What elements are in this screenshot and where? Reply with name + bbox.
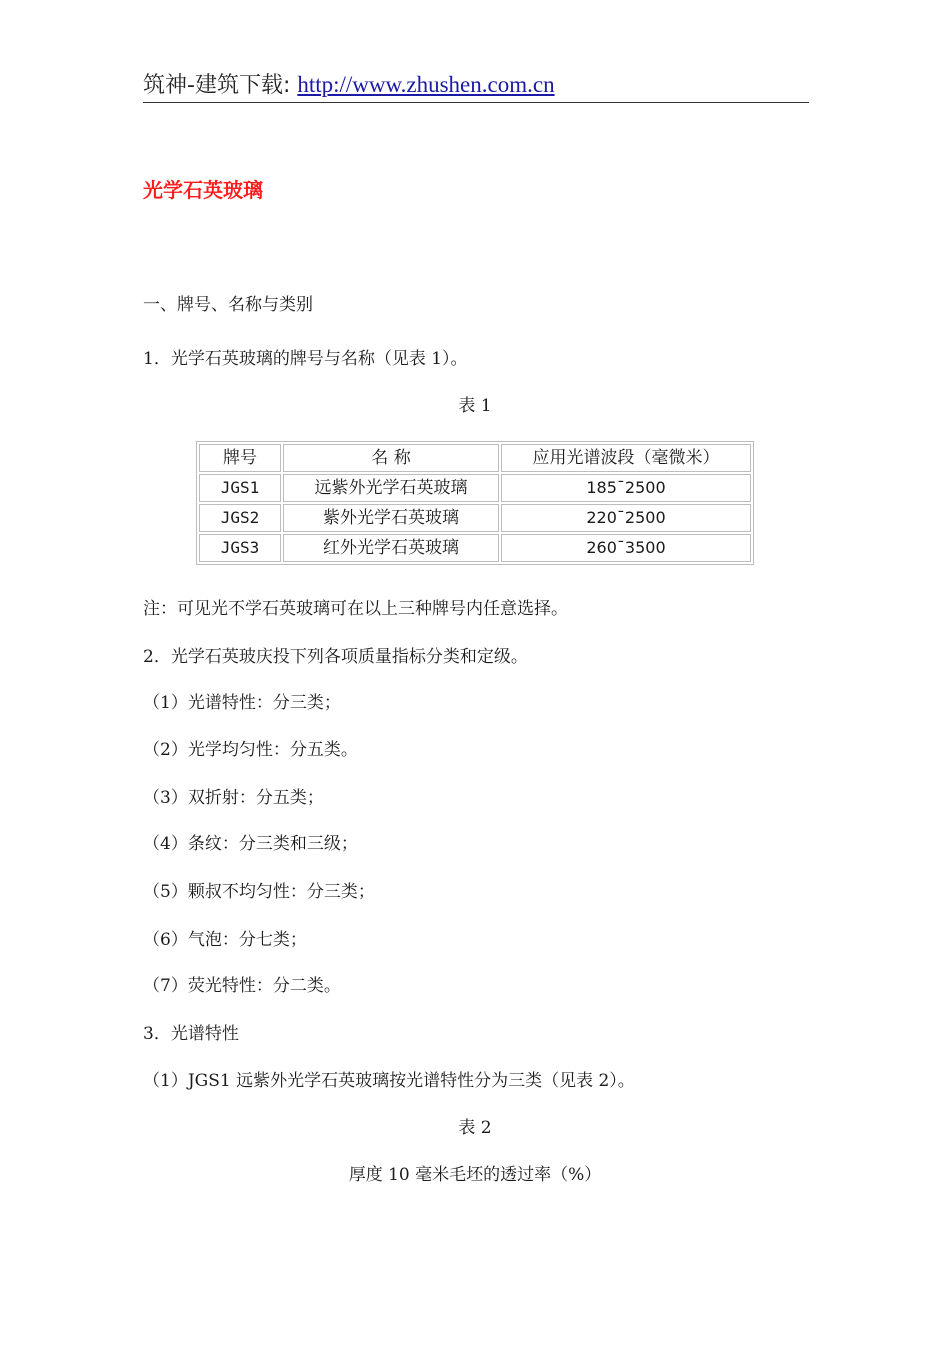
paragraph-item-2: 2．光学石英玻庆投下列各项质量指标分类和定级。 — [143, 647, 528, 667]
document-title: 光学石英玻璃 — [143, 178, 263, 202]
cell-name: 远紫外光学石英玻璃 — [283, 474, 499, 502]
list-item: （4）条纹：分三类和三级； — [143, 834, 358, 854]
paragraph-item-3: 3．光谱特性 — [143, 1024, 239, 1044]
table1-caption: 表 1 — [458, 396, 492, 416]
section-heading-1: 一、牌号、名称与类别 — [143, 295, 313, 315]
table1-note: 注：可见光不学石英玻璃可在以上三种牌号内任意选择。 — [143, 599, 568, 619]
table-row — [199, 534, 751, 562]
header-cell-grade: 牌号 — [199, 444, 281, 472]
list-item: （5）颗叔不均匀性：分三类； — [143, 882, 375, 902]
paragraph-item-1: 1．光学石英玻璃的牌号与名称（见表 1）。 — [143, 349, 468, 369]
cell-band: 220¯2500 — [501, 504, 751, 532]
page-header — [143, 70, 809, 103]
list-item: （6）气泡：分七类； — [143, 930, 307, 950]
header-cell-name: 名 称 — [283, 444, 499, 472]
cell-name: 红外光学石英玻璃 — [283, 534, 499, 562]
site-name: 筑神-建筑下载: — [143, 73, 298, 98]
cell-grade: JGS2 — [199, 504, 281, 532]
cell-name: 紫外光学石英玻璃 — [283, 504, 499, 532]
list-item: （7）荧光特性：分二类。 — [143, 976, 341, 996]
list-item: （1）光谱特性：分三类； — [143, 693, 341, 713]
cell-grade: JGS1 — [199, 474, 281, 502]
site-url-link[interactable]: http://www.zhushen.com.cn — [297, 72, 555, 97]
list-item: （3）双折射：分五类； — [143, 788, 324, 808]
cell-band: 260¯3500 — [501, 534, 751, 562]
table-row — [199, 504, 751, 532]
table-row — [199, 474, 751, 502]
paragraph-item-3-1: （1）JGS1 远紫外光学石英玻璃按光谱特性分为三类（见表 2）。 — [143, 1071, 635, 1091]
cell-band: 185¯2500 — [501, 474, 751, 502]
header-cell-band: 应用光谱波段（毫微米） — [501, 444, 751, 472]
table2-caption: 表 2 — [458, 1118, 492, 1138]
table2-subtitle: 厚度 10 毫米毛坯的透过率（%） — [348, 1165, 602, 1185]
cell-grade: JGS3 — [199, 534, 281, 562]
list-item: （2）光学均匀性：分五类。 — [143, 740, 358, 760]
table-1 — [196, 441, 754, 565]
table-header-row — [199, 444, 751, 472]
